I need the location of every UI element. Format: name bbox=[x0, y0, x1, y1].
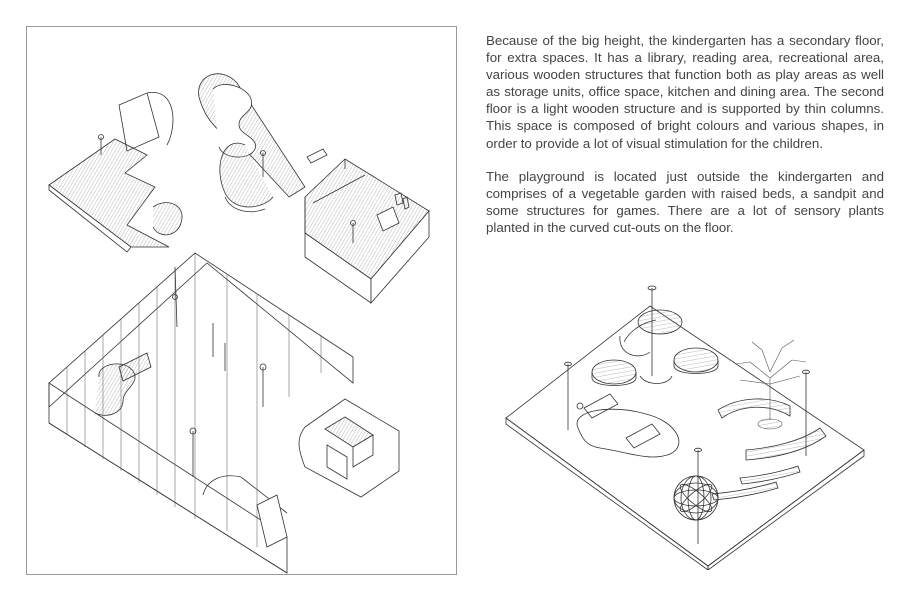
upper-floor-slab-center bbox=[199, 74, 327, 212]
paragraph-upper-floor: Because of the big height, the kindergarten has a secondary floor, for extra spaces. It has a library, reading area, recreational area, various wooden structures that function both as play areas as well as storage units, office space, kitchen and dining area. The second floor is a light wooden structure and is supported by thin columns. This space is composed of bright colours and various shapes, in order to provide a lot of visual stimulation for the children. bbox=[486, 33, 884, 151]
paragraph-playground: The playground is located just outside the kindergarten and comprises of a vegetable garden with raised beds, a sandpit and some structures for games. There are a lot of sensory plants planted in the curved cut-outs on the floor. bbox=[486, 168, 884, 235]
raised-beds bbox=[592, 310, 718, 386]
ground-floor-envelope bbox=[49, 253, 399, 573]
playground-axonometric-drawing bbox=[500, 280, 870, 570]
tree bbox=[736, 340, 806, 429]
axonometric-frame bbox=[26, 26, 457, 575]
upper-floor-slab-left bbox=[49, 92, 182, 252]
sphere-climbing-frame bbox=[674, 476, 718, 520]
upper-floor-axonometric-drawing bbox=[27, 27, 458, 576]
description-text bbox=[486, 32, 884, 252]
sandpit bbox=[577, 409, 679, 457]
playground-drawing bbox=[500, 280, 870, 575]
sensory-planting-curves bbox=[624, 320, 826, 500]
upper-floor-office-block bbox=[305, 159, 429, 303]
